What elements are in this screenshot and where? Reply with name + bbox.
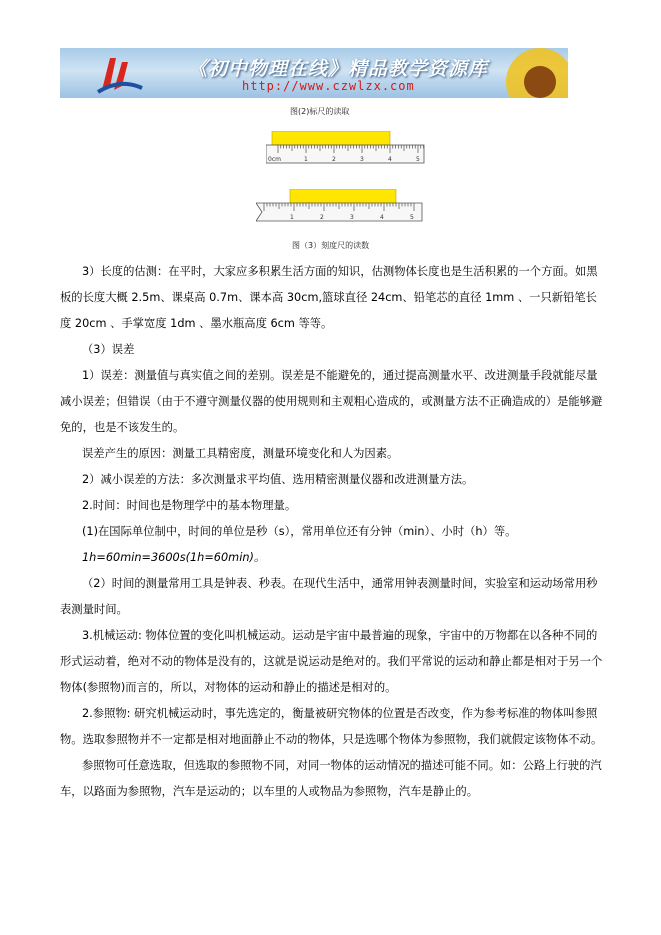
paragraph-error-definition: 1）误差：测量值与真实值之间的差别。误差是不能避免的，通过提高测量水平、改进测量手段就能尽量减小误差；但错误（由于不遵守测量仪器的使用规则和主观粗心造成的，或测量方法不正确造成的）是能够避免的，也是不该发生的。 [60,369,603,434]
ruler-figure-2 [256,189,426,225]
paragraph-time-measurement: （2）时间的测量常用工具是钟表、秒表。在现代生活中，通常用钟表测量时间，实验室和运动场常用秒表测量时间。 [60,577,598,616]
paragraph-length-estimation: 3）长度的估测：在平时，大家应多积累生活方面的知识，估测物体长度也是生活积累的一个方面。如黑板的长度大概 2.5m、课桌高 0.7m、课本高 30cm,篮球直径 24cm、铅笔芯的直径 1mm 、一只新铅笔长度 20cm 、手掌宽度 1dm 、墨水瓶高度 6cm 等等。 [60,265,598,330]
ruler-tick-label: 5 [416,156,420,163]
ruler-tick-label: 1 [304,156,308,163]
ruler-tick-label: 4 [388,156,392,163]
figure-caption-2: 图（3）刻度尺的读数 [292,241,370,250]
paragraph-reference-choice: 参照物可任意选取，但选取的参照物不同，对同一物体的运动情况的描述可能不同。如：公路上行驶的汽车，以路面为参照物，汽车是运动的；以车里的人或物品为参照物，汽车是静止的。 [60,759,602,798]
paragraph-reduce-error: 2）减小误差的方法：多次测量求平均值、选用精密测量仪器和改进测量方法。 [82,473,474,486]
paragraph-error-causes: 误差产生的原因：测量工具精密度，测量环境变化和人为因素。 [82,447,399,460]
paragraph-time: 2.时间：时间也是物理学中的基本物理量。 [82,499,297,512]
ruler-tick-label: 5 [410,214,414,221]
ruler-tick-label: 2 [332,156,336,163]
article-body [60,259,605,805]
ruler-figure-1 [266,131,426,167]
ruler-tick-label: 3 [360,156,364,163]
paragraph-time-units: (1)在国际单位制中，时间的单位是秒（s），常用单位还有分钟（min）、小时（h）等。 [82,525,517,538]
header-banner [60,48,568,98]
section-heading-error: （3）误差 [82,343,135,356]
ruler-unit-label: 0cm [268,156,281,163]
paragraph-reference-object: 2.参照物: 研究机械运动时，事先选定的，衡量被研究物体的位置是否改变，作为参考标准的物体叫参照物。选取参照物并不一定都是相对地面静止不动的物体，只是选哪个物体为参照物，我们就假定该物体不动。 [60,707,603,746]
banner-url: http://www.czwlzx.com [242,79,415,93]
paragraph-time-conversion: 1h=60min=3600s(1h=60min)。 [82,551,266,564]
measured-object-bar [290,189,396,203]
figure-caption-1: 图(2)标尺的读取 [290,107,350,116]
ruler-tick-label: 2 [320,214,324,221]
ruler-tick-label: 3 [350,214,354,221]
site-logo-icon [90,48,150,98]
ruler-tick-label: 4 [380,214,384,221]
paragraph-mechanical-motion: 3.机械运动: 物体位置的变化叫机械运动。运动是宇宙中最普遍的现象，宇宙中的万物都在以各种不同的形式运动着，绝对不动的物体是没有的，这就是说运动是绝对的。我们平常说的运动和静止都是相对于另一个物体(参照物)而言的，所以，对物体的运动和静止的描述是相对的。 [60,629,603,694]
measured-object-bar [272,131,390,145]
ruler-tick-label: 1 [290,214,294,221]
banner-title: 《初中物理在线》精品教学资源库 [188,58,489,80]
